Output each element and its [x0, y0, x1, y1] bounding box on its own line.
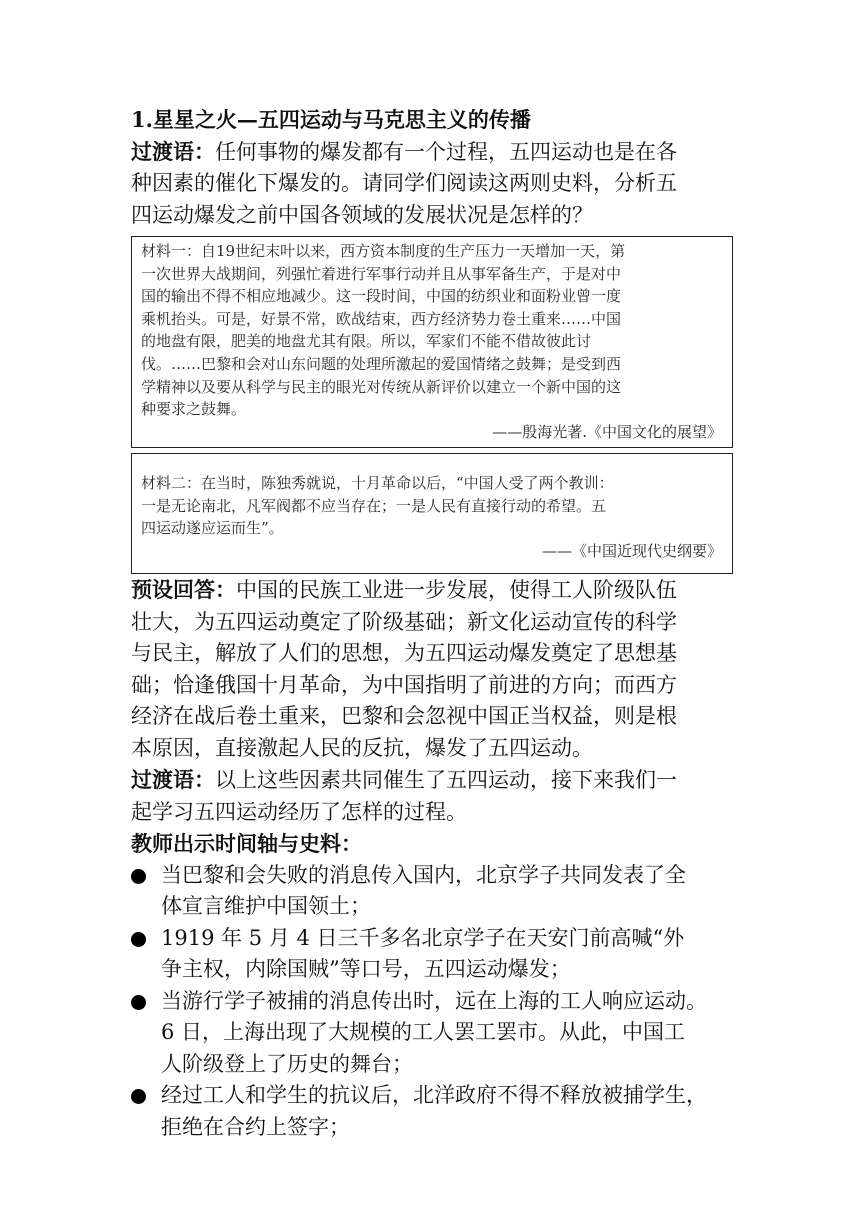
transition-paragraph-1 [131, 136, 733, 232]
material-line: 材料二：在当时，陈独秀就说，十月革命以后，“中国人受了两个教训： [141, 474, 614, 492]
paragraph-line: 经济在战后卷土重来，巴黎和会忽视中国正当权益，则是根 [131, 704, 677, 728]
document-page [131, 104, 733, 1143]
material-line: 一次世界大战期间，列强忙着进行军事行动并且从事军备生产，于是对中 [141, 264, 622, 283]
paragraph-line: 础；恰逢俄国十月革命，为中国指明了前进的方向；而西方 [131, 672, 677, 697]
transition-label: 过渡语： [131, 767, 215, 792]
material-line: 伐。……巴黎和会对山东问题的处理所激起的爱国情绪之鼓舞；是受到西 [141, 354, 622, 373]
list-item-line: 体宣言维护中国领土； [161, 894, 371, 918]
material-line: 国的输出不得不相应地减少。这一段时间，中国的纺织业和面粉业曾一度 [141, 287, 622, 306]
timeline-list [131, 860, 733, 1144]
paragraph-line: 四运动爆发之前中国各领域的发展状况是怎样的？ [131, 202, 593, 227]
timeline-heading: 教师出示时间轴与史料： [131, 831, 362, 856]
material-line: 种要求之鼓舞。 [141, 400, 247, 419]
material-source: ——殷海光著.《中国文化的展望》 [492, 422, 722, 441]
bullet-icon [131, 869, 146, 884]
material-box-2 [131, 453, 733, 574]
paragraph-line: 以上这些因素共同催生了五四运动，接下来我们一 [215, 768, 677, 792]
list-item-line: 当游行学子被捕的消息传出时，远在上海的工人响应运动。 [161, 988, 707, 1013]
material-source: ——《中国近现代史纲要》 [541, 541, 722, 560]
paragraph-line: 本原因，直接激起人民的反抗，爆发了五四运动。 [131, 735, 593, 760]
material-line: 的地盘有限，肥美的地盘尤其有限。所以，军家们不能不借故彼此讨 [141, 332, 592, 351]
answer-paragraph [131, 574, 733, 764]
bullet-icon [131, 995, 146, 1010]
paragraph-line: 起学习五四运动经历了怎样的过程。 [131, 799, 467, 824]
list-item-line: 人阶级登上了历史的舞台； [161, 1051, 413, 1076]
transition-label: 过渡语： [131, 138, 215, 164]
list-item [131, 986, 733, 1081]
list-item [131, 923, 733, 986]
bullet-icon [131, 932, 146, 947]
list-item [131, 1080, 733, 1143]
bullet-icon [131, 1089, 146, 1104]
list-item-line: 拒绝在合约上签字； [161, 1114, 350, 1139]
answer-label: 预设回答： [131, 577, 236, 602]
material-line: 学精神以及要从科学与民主的眼光对传统从新评价以建立一个新中国的这 [141, 377, 622, 396]
material-line: 四运动遂应运而生”。 [141, 519, 284, 538]
paragraph-line: 种因素的催化下爆发的。请同学们阅读这两则史料，分析五 [131, 171, 677, 195]
paragraph-line: 壮大，为五四运动奠定了阶级基础；新文化运动宣传的科学 [131, 609, 677, 634]
list-item-line: 1919 年 5 月 4 日三千多名北京学子在天安门前高喊“外 [161, 925, 685, 950]
paragraph-line: 任何事物的爆发都有一个过程，五四运动也是在各 [215, 139, 677, 164]
list-item-line: 当巴黎和会失败的消息传入国内，北京学子共同发表了全 [161, 862, 686, 887]
material-line: 乘机抬头。可是，好景不常，欧战结束，西方经济势力卷土重来……中国 [141, 309, 622, 328]
section-heading: 1.星星之火—五四运动与马克思主义的传播 [131, 107, 531, 132]
paragraph-line: 与民主，解放了人们的思想，为五四运动爆发奠定了思想基 [131, 641, 677, 665]
transition-paragraph-2 [131, 764, 733, 828]
material-box-1 [131, 236, 733, 448]
list-item-line: 经过工人和学生的抗议后，北洋政府不得不释放被捕学生， [161, 1083, 707, 1107]
list-item [131, 860, 733, 923]
material-line: 一是无论南北，凡军阀都不应当存在；一是人民有直接行动的希望。五 [141, 496, 607, 515]
paragraph-line: 中国的民族工业进一步发展，使得工人阶级队伍 [236, 578, 677, 602]
list-item-line: 6 日，上海出现了大规模的工人罢工罢市。从此，中国工 [161, 1020, 686, 1044]
material-line: 材料一：自19世纪末叶以来，西方资本制度的生产压力一天增加一天，第 [141, 242, 626, 260]
list-item-line: 争主权，内除国贼”等口号，五四运动爆发； [161, 957, 571, 981]
